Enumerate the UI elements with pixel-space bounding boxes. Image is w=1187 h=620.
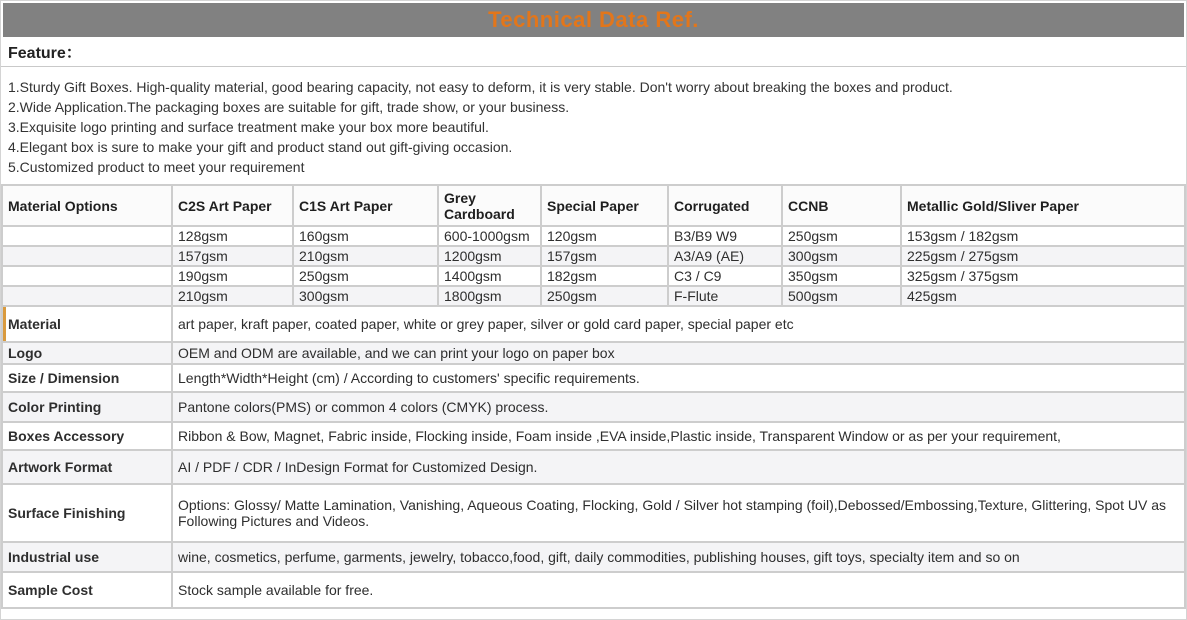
- spec-label-color-printing: Color Printing: [2, 392, 172, 422]
- cell-ccnb-3: 350gsm: [782, 266, 901, 286]
- spec-value-sample-cost: Stock sample available for free.: [172, 572, 1185, 608]
- spec-label-sample-cost: Sample Cost: [2, 572, 172, 608]
- cell-empty: [2, 286, 172, 306]
- spec-label-surface-finishing: Surface Finishing: [2, 484, 172, 542]
- cell-grey-4: 1800gsm: [438, 286, 541, 306]
- spec-label-artwork-format: Artwork Format: [2, 450, 172, 484]
- feature-list: [1, 67, 1186, 184]
- materials-row-2: [2, 246, 1185, 266]
- spec-label-boxes-accessory: Boxes Accessory: [2, 422, 172, 450]
- cell-c1s-1: 160gsm: [293, 226, 438, 246]
- col-header-corrugated: Corrugated: [668, 185, 782, 226]
- feature-heading-label: Feature：: [8, 45, 82, 62]
- cell-empty: [2, 246, 172, 266]
- cell-ccnb-2: 300gsm: [782, 246, 901, 266]
- col-header-material-options: Material Options: [2, 185, 172, 226]
- spec-row-surface-finishing: [2, 484, 1185, 542]
- spec-row-industrial-use: [2, 542, 1185, 572]
- materials-row-3: [2, 266, 1185, 286]
- spec-value-boxes-accessory: Ribbon & Bow, Magnet, Fabric inside, Flocking inside, Foam inside ,EVA inside,Plastic inside, Transparent Window or as per your requirement,: [172, 422, 1185, 450]
- col-header-c1s-art-paper: C1S Art Paper: [293, 185, 438, 226]
- feature-section-heading: [1, 37, 1186, 67]
- spec-label-logo: Logo: [2, 342, 172, 364]
- spec-row-size-dimension: [2, 364, 1185, 392]
- cell-special-4: 250gsm: [541, 286, 668, 306]
- cell-c2s-1: 128gsm: [172, 226, 293, 246]
- cell-empty: [2, 226, 172, 246]
- cell-grey-2: 1200gsm: [438, 246, 541, 266]
- feature-item-2: 2.Wide Application.The packaging boxes are suitable for gift, trade show, or your business.: [8, 99, 570, 115]
- spec-value-surface-finishing: Options: Glossy/ Matte Lamination, Vanishing, Aqueous Coating, Flocking, Gold / Silver hot stamping (foil),Debossed/Embossing,Texture, Glittering, Spot UV as Following Pictures and Videos.: [172, 484, 1185, 542]
- col-header-special-paper: Special Paper: [541, 185, 668, 226]
- cell-metallic-3: 325gsm / 375gsm: [901, 266, 1185, 286]
- spec-value-size-dimension: Length*Width*Height (cm) / According to customers' specific requirements.: [172, 364, 1185, 392]
- cell-grey-3: 1400gsm: [438, 266, 541, 286]
- spec-row-material: [2, 306, 1185, 342]
- page-title: Technical Data Ref.: [488, 7, 699, 32]
- col-header-c2s-art-paper: C2S Art Paper: [172, 185, 293, 226]
- spec-label-size-dimension: Size / Dimension: [2, 364, 172, 392]
- spec-value-color-printing: Pantone colors(PMS) or common 4 colors (CMYK) process.: [172, 392, 1185, 422]
- spec-value-material: art paper, kraft paper, coated paper, white or grey paper, silver or gold card paper, special paper etc: [172, 306, 1185, 342]
- technical-data-table: [1, 184, 1186, 609]
- spec-row-color-printing: [2, 392, 1185, 422]
- cell-metallic-4: 425gsm: [901, 286, 1185, 306]
- cell-ccnb-1: 250gsm: [782, 226, 901, 246]
- cell-ccnb-4: 500gsm: [782, 286, 901, 306]
- spec-row-boxes-accessory: [2, 422, 1185, 450]
- cell-special-2: 157gsm: [541, 246, 668, 266]
- cell-c1s-2: 210gsm: [293, 246, 438, 266]
- spec-value-industrial-use: wine, cosmetics, perfume, garments, jewelry, tobacco,food, gift, daily commodities, publishing houses, gift toys, specialty item and so on: [172, 542, 1185, 572]
- cell-c2s-3: 190gsm: [172, 266, 293, 286]
- col-header-grey-cardboard: Grey Cardboard: [438, 185, 541, 226]
- cell-special-1: 120gsm: [541, 226, 668, 246]
- materials-row-4: [2, 286, 1185, 306]
- spec-row-artwork-format: [2, 450, 1185, 484]
- spec-row-logo: [2, 342, 1185, 364]
- spec-value-logo: OEM and ODM are available, and we can print your logo on paper box: [172, 342, 1185, 364]
- spec-label-industrial-use: Industrial use: [2, 542, 172, 572]
- cell-corrugated-4: F-Flute: [668, 286, 782, 306]
- cell-corrugated-1: B3/B9 W9: [668, 226, 782, 246]
- cell-metallic-1: 153gsm / 182gsm: [901, 226, 1185, 246]
- cell-special-3: 182gsm: [541, 266, 668, 286]
- spec-row-sample-cost: [2, 572, 1185, 608]
- title-bar: [3, 3, 1184, 37]
- cell-grey-1: 600-1000gsm: [438, 226, 541, 246]
- cell-corrugated-2: A3/A9 (AE): [668, 246, 782, 266]
- feature-item-3: 3.Exquisite logo printing and surface treatment make your box more beautiful.: [8, 119, 489, 135]
- cell-c1s-3: 250gsm: [293, 266, 438, 286]
- col-header-metallic-paper: Metallic Gold/Sliver Paper: [901, 185, 1185, 226]
- materials-header-row: [2, 185, 1185, 226]
- feature-item-4: 4.Elegant box is sure to make your gift and product stand out gift-giving occasion.: [8, 139, 513, 155]
- spec-label-material: Material: [2, 306, 172, 342]
- feature-item-1: 1.Sturdy Gift Boxes. High-quality material, good bearing capacity, not easy to deform, it is very stable. Don't worry about breaking the boxes and product.: [8, 79, 953, 95]
- cell-corrugated-3: C3 / C9: [668, 266, 782, 286]
- cell-empty: [2, 266, 172, 286]
- spec-value-artwork-format: AI / PDF / CDR / InDesign Format for Customized Design.: [172, 450, 1185, 484]
- col-header-ccnb: CCNB: [782, 185, 901, 226]
- materials-row-1: [2, 226, 1185, 246]
- cell-c2s-2: 157gsm: [172, 246, 293, 266]
- cell-metallic-2: 225gsm / 275gsm: [901, 246, 1185, 266]
- cell-c2s-4: 210gsm: [172, 286, 293, 306]
- feature-item-5: 5.Customized product to meet your requirement: [8, 159, 305, 175]
- cell-c1s-4: 300gsm: [293, 286, 438, 306]
